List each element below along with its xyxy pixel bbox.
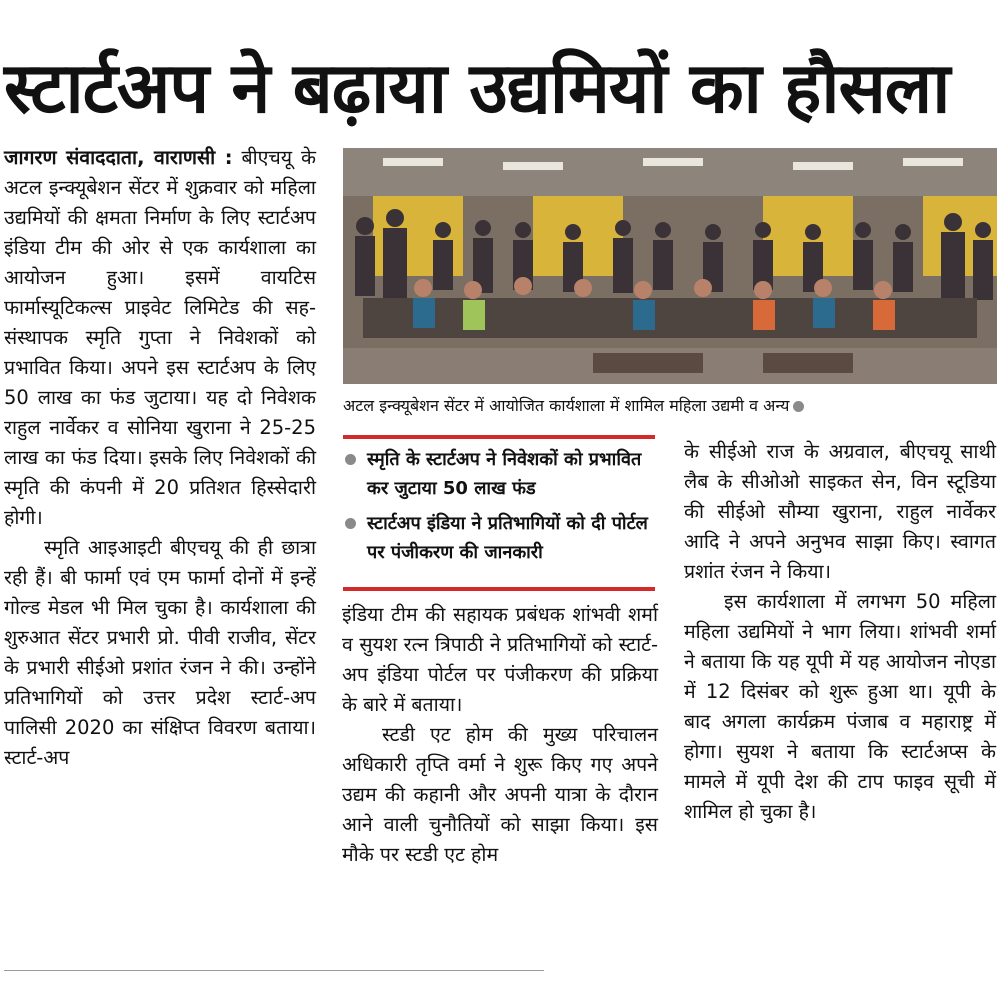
article-column-1 (4, 143, 316, 773)
highlight-text: स्मृति के स्टार्टअप ने निवेशकों को प्रभावित कर जुटाया 50 लाख फंड (367, 449, 642, 499)
headline: स्टार्टअप ने बढ़ाया उद्यमियों का हौसला (4, 47, 950, 129)
bottom-divider (4, 970, 544, 971)
article-column-2 (342, 600, 658, 870)
bullet-icon (345, 454, 356, 465)
highlight-item (343, 445, 655, 503)
article-paragraph: स्मृति आइआइटी बीएचयू की ही छात्रा रही हैं। बी फार्मा एवं एम फार्मा दोनों में इन्हें गोल्ड मेडल भी मिल चुका है। कार्यशाला की शुरुआत सेंटर प्रभारी प्रो. पीवी राजीव, सेंटर के प्रभारी सीईओ प्रशांत रंजन ने की। उन्होंने प्रतिभागियों को उत्तर प्रदेश स्टार्ट-अप पालिसी 2020 का संक्षिप्त विवरण बताया। स्टार्ट-अप (4, 536, 316, 769)
highlights-box (343, 435, 655, 591)
article-paragraph: इंडिया टीम की सहायक प्रबंधक शांभवी शर्मा व सुयश रत्न त्रिपाठी ने प्रतिभागियों को स्टार्ट-अप इंडिया पोर्टल पर पंजीकरण की प्रक्रिया के बारे में बताया। (342, 603, 658, 716)
article-paragraph: स्टडी एट होम की मुख्य परिचालन अधिकारी तृप्ति वर्मा ने शुरू किए गए अपने उद्यम की कहानी और अपनी यात्रा के दौरान आने वाली चुनौतियों को साझा किया। इस मौके पर स्टडी एट होम (342, 723, 658, 866)
highlight-text: स्टार्टअप इंडिया ने प्रतिभागियों को दी पोर्टल पर पंजीकरण की जानकारी (367, 513, 648, 563)
article-paragraph: इस कार्यशाला में लगभग 50 महिला महिला उद्यमियों ने भाग लिया। शांभवी शर्मा ने बताया कि यह यूपी में यह आयोजन नोएडा में 12 दिसंबर को शुरू हुआ था। यूपी के बाद अगला कार्यक्रम पंजाब व महाराष्ट्र में होगा। सुयश ने बताया कि स्टार्टअप्स के मामले में यूपी देश की टाप फाइव सूची में शामिल हो चुका है। (684, 590, 996, 823)
bullet-icon (793, 401, 804, 412)
photo-caption (343, 396, 997, 416)
byline: जागरण संवाददाता, वाराणसी : (4, 146, 233, 169)
caption-text: अटल इन्क्यूबेशन सेंटर में आयोजित कार्यशाला में शामिल महिला उद्यमी व अन्य (343, 396, 790, 415)
group-photo-illustration (343, 148, 997, 384)
article-column-3 (684, 437, 996, 827)
highlight-item (343, 509, 655, 567)
article-paragraph (4, 143, 316, 533)
bullet-icon (345, 518, 356, 529)
event-photo (343, 148, 997, 384)
paragraph-text: बीएचयू के अटल इन्क्यूबेशन सेंटर में शुक्रवार को महिला उद्यमियों की क्षमता निर्माण के लिए स्टार्टअप इंडिया टीम की ओर से एक कार्यशाला का आयोजन हुआ। इसमें वायटिस फार्मास्यूटिकल्स प्राइवेट लिमिटेड की सह-संस्थापक स्मृति गुप्ता ने निवेशकों को प्रभावित किया। अपने इस स्टार्टअप के लिए 50 लाख का फंड जुटाया। यह दो निवेशक राहुल नार्वेकर व सोनिया खुराना ने 25-25 लाख का फंड दिया। इसके लिए निवेशकों की स्मृति की कंपनी में 20 प्रतिशत हिस्सेदारी होगी। (4, 146, 316, 529)
article-paragraph: के सीईओ राज के अग्रवाल, बीएचयू साथी लैब के सीओओ साइकत सेन, विन स्टूडिया की सीईओ सौम्या खुराना, राहुल नार्वेकर आदि ने अपने अनुभव साझा किए। स्वागत प्रशांत रंजन ने किया। (684, 440, 996, 583)
